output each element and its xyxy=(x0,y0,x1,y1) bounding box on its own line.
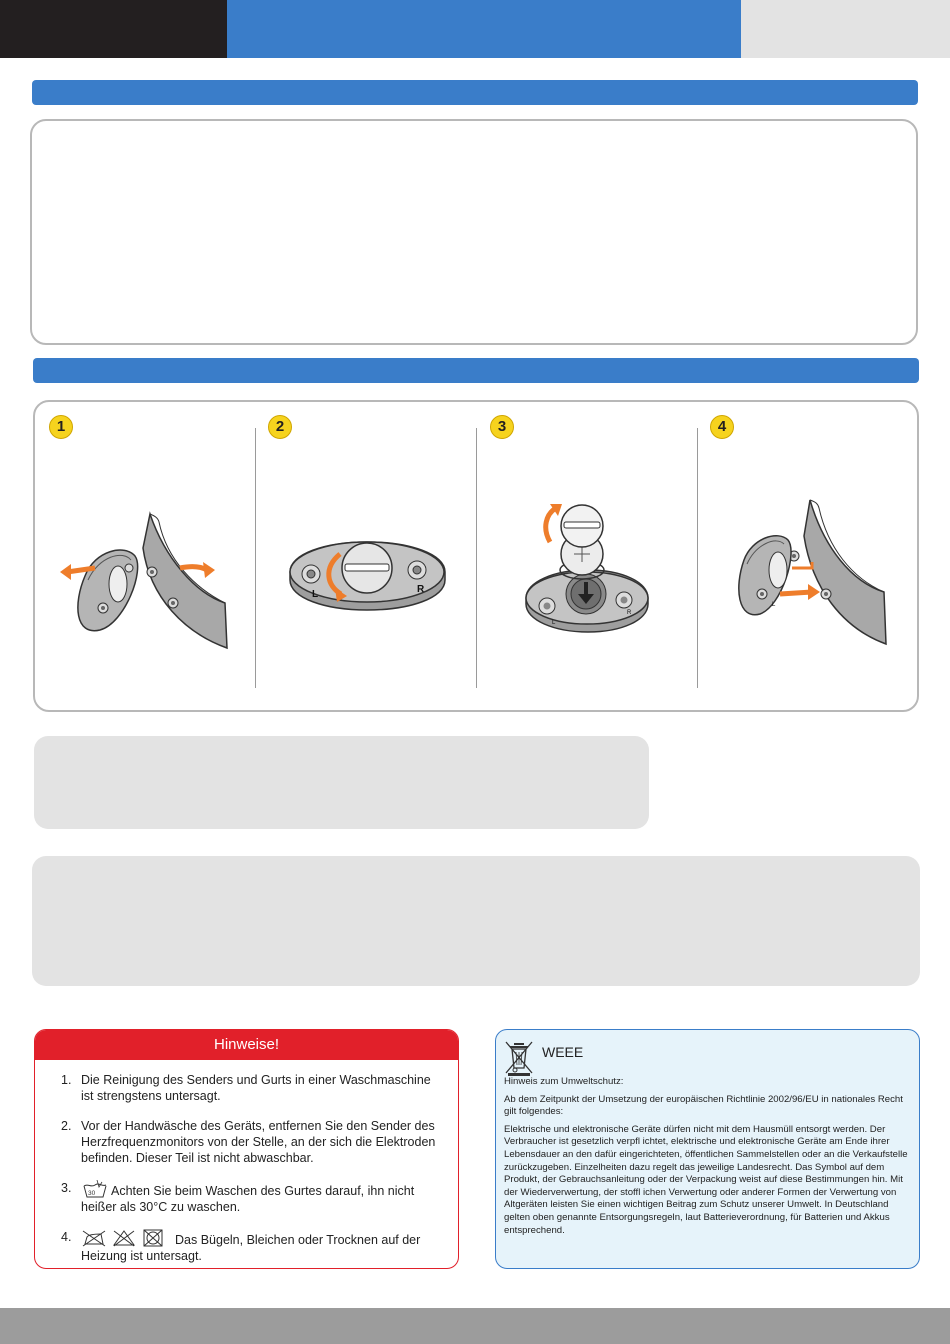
header-black-block xyxy=(0,0,227,58)
step-badge-3: 3 xyxy=(490,415,514,439)
weee-paragraph: Ab dem Zeitpunkt der Umsetzung der europäischen Richtlinie 2002/96/EU in nationales Recht gilt folgendes: xyxy=(504,1093,903,1118)
section-bar-steps xyxy=(33,358,919,383)
hand-wash-icon xyxy=(81,1180,107,1198)
weee-panel xyxy=(495,1029,920,1269)
svg-text:30: 30 xyxy=(88,1190,96,1197)
content-box-top xyxy=(30,119,918,345)
list-item: 2. Vor der Handwäsche des Geräts, entfernen Sie den Sender des Herzfrequenzmonitors von der Stelle, an der sich die Elektroden befinden. Dieser Teil ist nicht abwaschbar. xyxy=(61,1119,436,1165)
no-tumble-dry-icon xyxy=(144,1230,162,1246)
crossed-bin-icon xyxy=(504,1040,536,1076)
step-badge-2: 2 xyxy=(268,415,292,439)
info-box-small xyxy=(34,736,649,829)
hinweise-panel xyxy=(34,1029,459,1269)
list-item: 4. Das Bügeln, Bleichen oder Trocknen auf der Heizung ist untersagt. xyxy=(61,1230,421,1263)
no-ironing-icon xyxy=(83,1231,105,1246)
list-item: 1. Die Reinigung des Senders und Gurts in einer Waschmaschine ist strengstens untersagt. xyxy=(61,1073,431,1103)
step3-illustration xyxy=(520,502,655,637)
step-divider xyxy=(476,428,477,688)
header-gray-block xyxy=(741,0,950,58)
list-item: 3. 30 Achten Sie beim Waschen des Gurtes darauf, ihn nicht heißer als 30°C zu waschen. xyxy=(61,1181,415,1214)
header-blue-block xyxy=(227,0,741,58)
step3-label-left: L xyxy=(552,620,556,626)
step2-illustration xyxy=(285,534,450,614)
step-divider xyxy=(697,428,698,688)
hinweise-title: Hinweise! xyxy=(35,1030,458,1060)
step3-label-right: R xyxy=(627,610,632,616)
step2-label-right: R xyxy=(417,584,425,595)
care-symbols-icon xyxy=(81,1229,171,1247)
footer-band xyxy=(0,1308,950,1344)
step-divider xyxy=(255,428,256,688)
info-box-wide xyxy=(32,856,920,986)
svg-text:L: L xyxy=(772,602,776,608)
step4-illustration xyxy=(732,496,892,648)
no-bleach-icon xyxy=(114,1231,134,1246)
weee-paragraph: Elektrische und elektronische Geräte dürfen nicht mit dem Hausmüll entsorgt werden. Der Verbraucher ist gesetzlich verpfl ichtet, elektrische und elektronische Geräte am Ende ihrer Lebensdauer an den dafür eingerichteten, öffentlichen Sammelstellen oder an die Verkaufstelle zurückzugeben. Einzelheiten dazu regelt das jeweilige Landesrecht. Das Symbol auf dem Produkt, der Gebrauchsanleitung oder der Verpackung weist auf diese Bestimmungen hin. Mit der Wiederverwertung, der stoffl ichen Verwertung oder anderer Formen der Verwertung von Altgeräten leisten Sie einen wichtigen Beitrag zum Schutz unserer Umwelt. In Deutschland gelten oben genannte Entsorgungsregeln, laut Batterieverordnung, für Batterien und Akkus entsprechend. xyxy=(504,1123,908,1236)
step-badge-1: 1 xyxy=(49,415,73,439)
step2-label-left: L xyxy=(312,589,319,600)
weee-paragraph: Hinweis zum Umweltschutz: xyxy=(504,1076,624,1087)
hinweise-list xyxy=(35,1060,458,1264)
section-bar-top xyxy=(32,80,918,105)
weee-title: WEEE xyxy=(542,1044,584,1060)
step-badge-4: 4 xyxy=(710,415,734,439)
step1-illustration xyxy=(55,508,235,658)
